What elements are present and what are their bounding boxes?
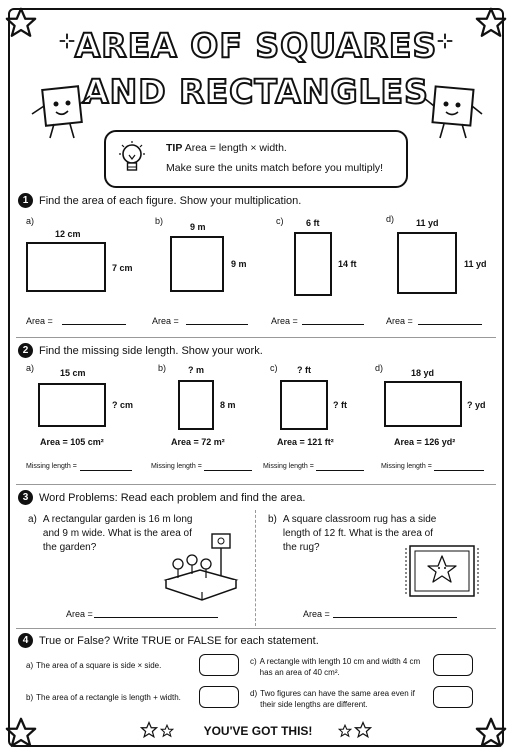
section3-number: 3	[18, 490, 33, 505]
problem-letter: a)	[28, 514, 37, 525]
rectangle-figure	[26, 242, 106, 292]
square-figure	[170, 236, 224, 292]
section3-heading-text: Word Problems: Read each problem and find the area.	[39, 491, 306, 504]
statement-c	[250, 656, 420, 678]
missing-length-line[interactable]	[316, 470, 364, 471]
star-icon	[474, 716, 508, 750]
figure-top-label: 6 ft	[306, 218, 320, 228]
figure-top-label: 11 yd	[416, 218, 439, 228]
problem-text-line: length of 12 ft. What is the area of	[282, 528, 433, 539]
given-area: Area = 121 ft²	[277, 437, 334, 447]
figure-side-label: ? cm	[112, 400, 134, 410]
tip-box	[104, 130, 408, 188]
column-divider	[255, 510, 256, 626]
true-false-answer-box[interactable]	[199, 686, 239, 708]
figure-letter: c)	[276, 216, 284, 226]
figure-top-label: 12 cm	[55, 229, 81, 239]
section2-number: 2	[18, 343, 33, 358]
square-figure	[397, 232, 457, 294]
star-icon	[4, 6, 38, 40]
section2-heading-text: Find the missing side length. Show your work.	[39, 344, 263, 357]
tip-line2: Make sure the units match before you multiply!	[166, 162, 384, 174]
page-title-line1: AREA OF SQUARES	[74, 26, 438, 65]
missing-length-label: Missing length =	[26, 463, 77, 470]
given-area: Area = 126 yd²	[394, 437, 456, 447]
figure-top-label: ? ft	[297, 365, 311, 375]
area-answer-line[interactable]	[94, 617, 218, 618]
square-mascot-icon	[418, 84, 488, 144]
footer-message: YOU'VE GOT THIS!	[203, 724, 313, 738]
section4-number: 4	[18, 633, 33, 648]
rug-icon	[404, 542, 480, 600]
missing-length-label: Missing length =	[381, 463, 432, 470]
section4-heading	[18, 633, 319, 648]
page-title-line2: AND RECTANGLES	[83, 72, 429, 111]
section1-heading	[18, 193, 301, 208]
figure-side-label: 8 m	[220, 400, 236, 410]
statement-letter: c)	[250, 657, 257, 666]
area-answer-line[interactable]	[186, 324, 248, 325]
section3-heading	[18, 490, 305, 505]
statement-letter: b)	[26, 693, 34, 702]
true-false-answer-box[interactable]	[433, 654, 473, 676]
figure-side-label: 7 cm	[112, 263, 133, 273]
missing-length-label: Missing length =	[151, 463, 202, 470]
given-area: Area = 72 m²	[171, 437, 225, 447]
given-area: Area = 105 cm²	[40, 437, 104, 447]
star-icon	[160, 724, 174, 738]
section-divider	[16, 484, 496, 485]
statement-text: Two figures can have the same area even if	[260, 689, 415, 698]
rectangle-figure	[294, 232, 332, 296]
missing-length-line[interactable]	[204, 470, 252, 471]
statement-text: A rectangle with length 10 cm and width 4 cm	[259, 657, 421, 666]
problem-letter: b)	[268, 514, 277, 525]
statement-text: The area of a square is side × side.	[36, 661, 162, 670]
star-icon	[338, 724, 352, 738]
missing-length-label: Missing length =	[263, 463, 314, 470]
figure-side-label: 14 ft	[338, 259, 357, 269]
star-icon	[474, 6, 508, 40]
true-false-answer-box[interactable]	[199, 654, 239, 676]
rectangle-figure	[178, 380, 214, 430]
figure-top-label: 9 m	[190, 222, 206, 232]
missing-length-line[interactable]	[434, 470, 484, 471]
area-answer-label: Area =	[271, 316, 298, 326]
figure-letter: d)	[375, 363, 384, 373]
figure-side-label: 11 yd	[464, 259, 487, 269]
figure-letter: a)	[26, 363, 35, 373]
area-answer-label: Area =	[152, 316, 179, 326]
section-divider	[16, 628, 496, 629]
area-answer-line[interactable]	[302, 324, 364, 325]
problem-text-line: A square classroom rug has a side	[282, 514, 437, 525]
star-icon	[140, 721, 158, 739]
figure-top-label: ? m	[188, 365, 205, 375]
area-answer-label: Area =	[386, 316, 413, 326]
true-false-answer-box[interactable]	[433, 686, 473, 708]
statement-letter: d)	[250, 689, 258, 698]
statement-text: their side lengths are different.	[260, 700, 368, 709]
square-figure	[280, 380, 328, 430]
statement-text: The area of a rectangle is length + width.	[36, 693, 181, 702]
garden-bed-icon	[160, 530, 242, 602]
section1-number: 1	[18, 193, 33, 208]
area-answer-label: Area =	[303, 609, 330, 619]
statement-a	[26, 661, 161, 670]
tip-label: TIP	[166, 142, 183, 154]
figure-letter: a)	[26, 216, 35, 226]
figure-side-label: ? ft	[333, 400, 347, 410]
problem-text-line: the rug?	[282, 542, 320, 553]
figure-letter: b)	[155, 216, 164, 226]
section-divider	[16, 337, 496, 338]
area-answer-line[interactable]	[418, 324, 482, 325]
rectangle-figure	[384, 381, 462, 427]
figure-side-label: ? yd	[467, 400, 486, 410]
statement-d	[250, 688, 415, 710]
area-answer-line[interactable]	[333, 617, 457, 618]
figure-letter: b)	[158, 363, 167, 373]
problem-text-line: and 9 m wide. What is the area of	[42, 528, 192, 539]
figure-side-label: 9 m	[231, 259, 247, 269]
statement-text: has an area of 40 cm².	[259, 668, 340, 677]
area-answer-label: Area =	[26, 316, 53, 326]
star-icon	[4, 716, 38, 750]
figure-letter: c)	[270, 363, 278, 373]
statement-letter: a)	[26, 661, 34, 670]
figure-letter: d)	[386, 214, 395, 224]
lightbulb-icon	[118, 140, 146, 178]
star-icon	[354, 721, 372, 739]
figure-top-label: 18 yd	[411, 368, 435, 378]
section2-heading	[18, 343, 263, 358]
problem-text-line: the garden?	[42, 542, 97, 553]
square-mascot-icon	[26, 84, 96, 144]
figure-top-label: 15 cm	[60, 368, 86, 378]
statement-b	[26, 693, 181, 702]
missing-length-line[interactable]	[80, 470, 132, 471]
rectangle-figure	[38, 383, 106, 427]
area-answer-line[interactable]	[62, 324, 126, 325]
problem-text-line: A rectangular garden is 16 m long	[42, 514, 193, 525]
area-answer-label: Area =	[66, 609, 93, 619]
section1-heading-text: Find the area of each figure. Show your multiplication.	[39, 194, 302, 207]
section4-heading-text: True or False? Write TRUE or FALSE for each statement.	[39, 634, 319, 647]
tip-line1: Area = length × width.	[184, 142, 287, 154]
